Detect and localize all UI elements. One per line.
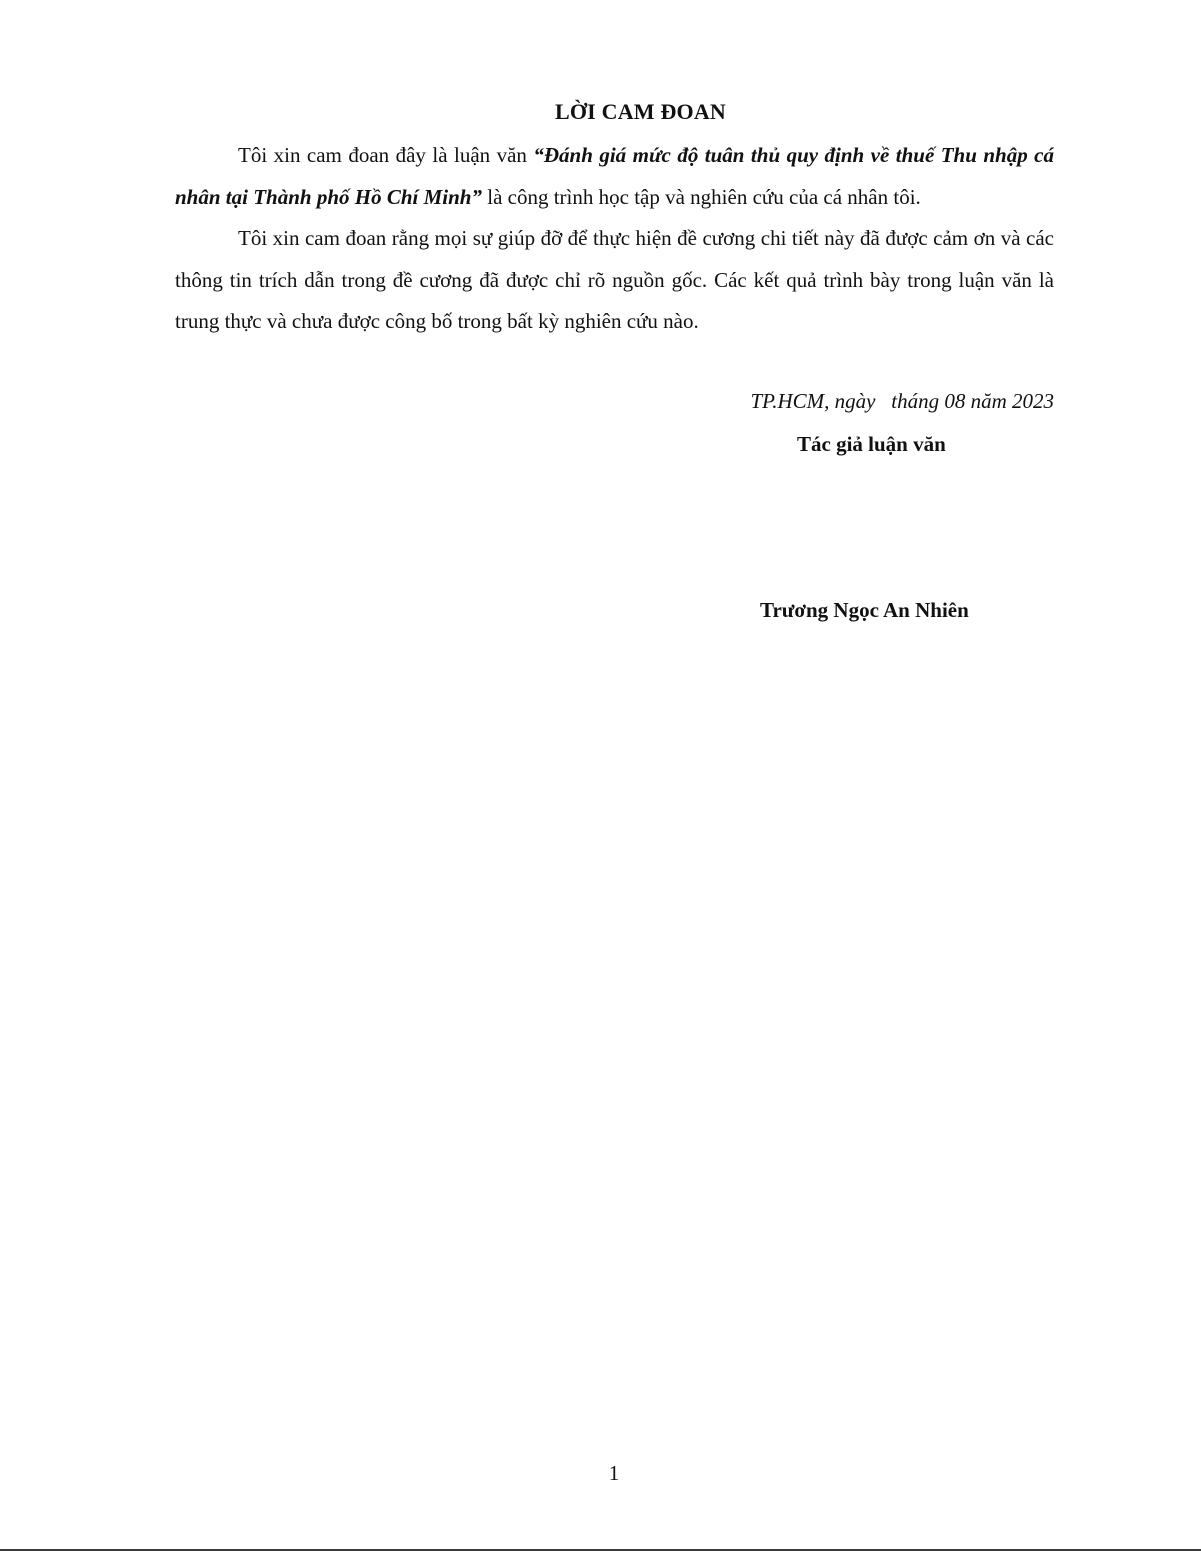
date-line: TP.HCM, ngày tháng 08 năm 2023 [750, 389, 1054, 413]
page-number: 1 [608, 1461, 620, 1485]
page-title: LỜI CAM ĐOAN [554, 99, 727, 124]
declaration-paragraph-1 [175, 135, 1054, 218]
paragraph-1-ending: là công trình học tập và nghiên cứu của cá nhân tôi. [481, 184, 921, 209]
bottom-divider [0, 1549, 1201, 1551]
thesis-title: “Đánh giá mức độ tuân thủ quy định về thuế Thu nhập cá nhân tại Thành phố Hồ Chí Minh” [175, 143, 1054, 209]
declaration-paragraph-2: Tôi xin cam đoan rằng mọi sự giúp đỡ để thực hiện đề cương chi tiết này đã được cảm ơn và các thông tin trích dẫn trong đề cương đã được chỉ rõ nguồn gốc. Các kết quả trình bày trong luận văn là trung thực và chưa được công bố trong bất kỳ nghiên cứu nào. [175, 226, 1054, 333]
declaration-body [175, 135, 1054, 343]
author-name: Trương Ngọc An Nhiên [760, 598, 969, 622]
author-role: Tác giả luận văn [797, 432, 946, 456]
paragraph-1-intro: Tôi xin cam đoan đây là luận văn [238, 143, 534, 167]
